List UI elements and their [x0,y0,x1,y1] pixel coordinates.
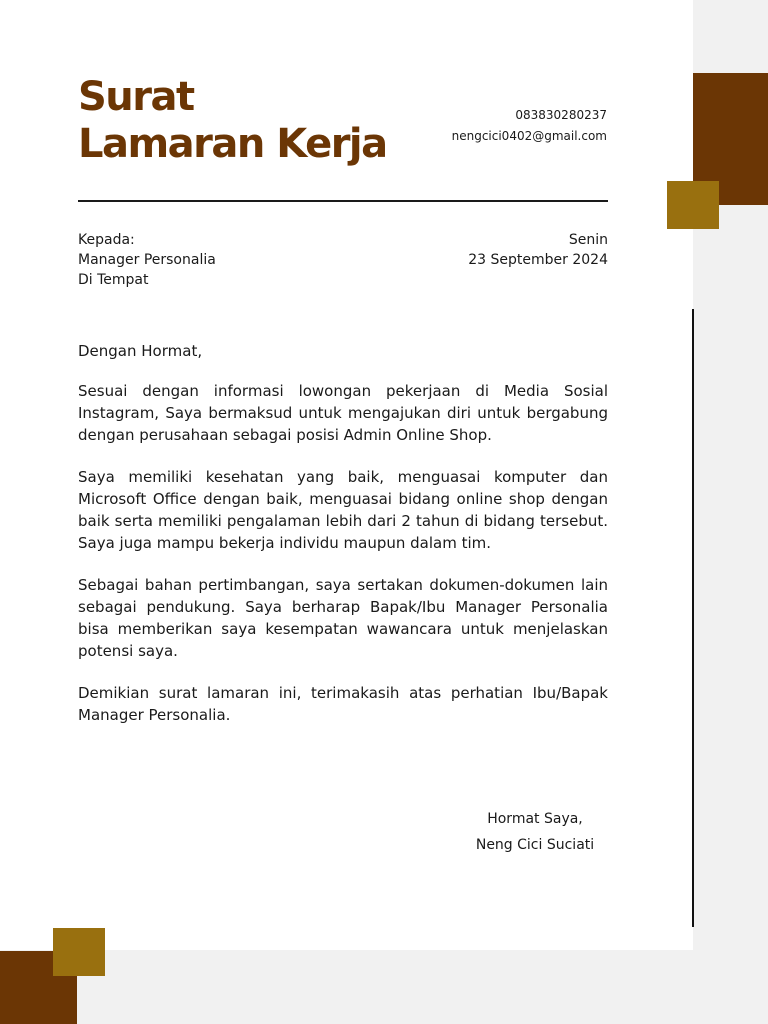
recipient-label: Kepada: [78,232,135,248]
title-line-2: Lamaran Kerja [78,121,387,167]
decor-square-gold-top-right [667,181,719,229]
date-block [468,230,608,270]
vertical-divider [692,309,694,927]
date-day: Senin [568,232,608,248]
paragraph-1: Sesuai dengan informasi lowongan pekerjaan di Media Sosial Instagram, Saya bermaksud untuk mengajukan diri untuk bergabung dengan perusahaan sebagai posisi Admin Online Shop. [78,382,608,444]
phone-number: 083830280237 [515,108,607,122]
signature-closing: Hormat Saya, [487,811,583,827]
bottom-background-band [0,950,768,1024]
paragraph-3: Sebagai bahan pertimbangan, saya sertakan dokumen-dokumen lain sebagai pendukung. Saya berharap Bapak/Ibu Manager Personalia bisa memberikan saya kesempatan wawancara untuk menjelaskan potensi saya. [78,576,608,660]
signature-name: Neng Cici Suciati [475,837,595,853]
recipient-place: Di Tempat [78,272,149,288]
decor-square-gold-bottom-left [53,928,105,976]
title-line-1: Surat [78,74,194,120]
email-address: nengcici0402@gmail.com [451,129,607,143]
paragraph-2: Saya memiliki kesehatan yang baik, menguasai komputer dan Microsoft Office dengan baik, menguasai bidang online shop dengan baik serta memiliki pengalaman lebih dari 2 tahun di bidang tersebut. Saya juga mampu bekerja individu maupun dalam tim. [78,468,608,552]
signature-block [440,806,630,858]
recipient-name: Manager Personalia [78,252,216,268]
paragraph-4: Demikian surat lamaran ini, terimakasih atas perhatian Ibu/Bapak Manager Personalia. [78,684,608,724]
greeting: Dengan Hormat, [78,342,203,360]
recipient-block [78,230,216,290]
contact-info [452,105,607,147]
date-full: 23 September 2024 [468,252,608,268]
letter-body [78,340,608,746]
header-divider [78,200,608,202]
letter-title [78,74,387,168]
